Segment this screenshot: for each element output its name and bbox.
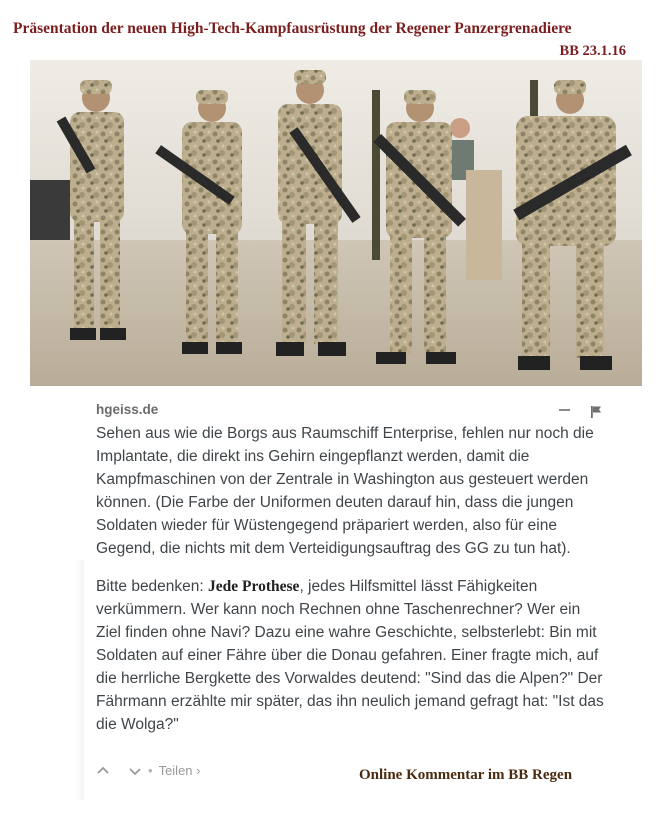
comment-paragraph-1: Sehen aus wie die Borgs aus Raumschiff Enterprise, fehlen nur noch die Implantate, die direkt ins Gehirn eingepflanzt werden, damit die Kampfmaschinen von der Zentrale in Washington aus gesteuert werden können. (Die Farbe der Uniformen deuten darauf hin, dass die jungen Soldaten wieder für Wüstengegend präpariert werden, also für eine Gegend, die nichts mit dem Verteidigungsauftrag des GG zu tun hat). <box>96 425 594 557</box>
comment-paragraph-2 <box>96 575 608 736</box>
comment-body <box>96 422 608 736</box>
comment-card-edge <box>74 560 84 800</box>
page-title: Präsentation der neuen High-Tech-Kampfausrüstung der Regener Panzergrenadiere <box>13 20 572 37</box>
date-label: BB 23.1.16 <box>559 43 626 59</box>
comment-actions <box>96 763 200 778</box>
soldiers-photo <box>30 60 642 386</box>
comment-paragraph-2-rest: , jedes Hilfsmittel lässt Fähigkeiten verkümmern. Wer kann noch Rechnen ohne Taschenrechner? Wer ein Ziel finden ohne Navi? Dazu eine wahre Geschichte, selbsterlebt: Bin mit Soldaten auf einer Fähre über die Donau gefahren. Einer fragte mich, auf die herrliche Bergkette des Vorwaldes deutend: "Sind das die Alpen?" Der Fährmann erzählte mir später, das ihn neulich jemand gefragt hat: "Ist das die Wolga?" <box>96 578 604 733</box>
source-note: Online Kommentar im BB Regen <box>359 767 573 783</box>
photo-illustration <box>30 60 642 386</box>
comment-paragraph-2-lead: Bitte bedenken: <box>96 578 209 595</box>
minus-icon[interactable] <box>559 409 570 411</box>
upvote-icon[interactable] <box>96 764 110 778</box>
share-link[interactable]: Teilen › <box>158 763 201 778</box>
separator-dot: • <box>148 763 153 778</box>
downvote-icon[interactable] <box>128 764 142 778</box>
highlight-phrase: Jede Prothese <box>208 578 300 595</box>
comment-author[interactable]: hgeiss.de <box>96 402 159 417</box>
